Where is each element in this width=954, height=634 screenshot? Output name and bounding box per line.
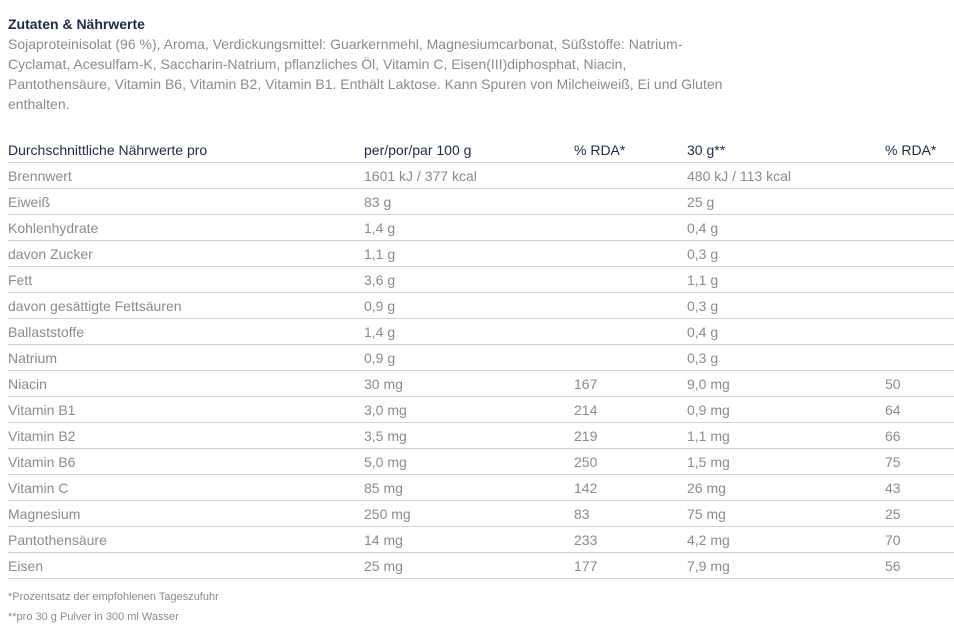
table-row <box>8 189 954 215</box>
cell-nutrient: Vitamin B1 <box>8 397 364 423</box>
cell-per-100g: 250 mg <box>364 501 574 527</box>
cell-nutrient: Magnesium <box>8 501 364 527</box>
cell-nutrient: Vitamin C <box>8 475 364 501</box>
cell-rda-serving: 75 <box>885 449 954 475</box>
cell-per-serving: 0,3 g <box>687 241 885 267</box>
cell-rda-serving <box>885 345 954 371</box>
cell-rda-serving <box>885 241 954 267</box>
table-row <box>8 345 954 371</box>
cell-nutrient: Eisen <box>8 553 364 579</box>
cell-nutrient: Vitamin B6 <box>8 449 364 475</box>
cell-per-100g: 30 mg <box>364 371 574 397</box>
cell-nutrient: Vitamin B2 <box>8 423 364 449</box>
cell-rda-100g: 250 <box>574 449 687 475</box>
cell-per-100g: 3,5 mg <box>364 423 574 449</box>
cell-per-100g: 5,0 mg <box>364 449 574 475</box>
table-row <box>8 267 954 293</box>
table-row <box>8 553 954 579</box>
cell-rda-100g <box>574 215 687 241</box>
cell-rda-serving <box>885 163 954 189</box>
table-row <box>8 241 954 267</box>
cell-rda-serving <box>885 215 954 241</box>
cell-rda-serving <box>885 189 954 215</box>
cell-per-100g: 0,9 g <box>364 345 574 371</box>
cell-rda-100g <box>574 189 687 215</box>
cell-rda-100g <box>574 267 687 293</box>
cell-per-100g: 1,1 g <box>364 241 574 267</box>
cell-rda-100g <box>574 345 687 371</box>
cell-per-serving: 0,4 g <box>687 215 885 241</box>
table-row <box>8 475 954 501</box>
cell-nutrient: Fett <box>8 267 364 293</box>
header-rda-serving: % RDA* <box>885 137 954 163</box>
cell-rda-100g: 219 <box>574 423 687 449</box>
cell-nutrient: davon gesättigte Fettsäuren <box>8 293 364 319</box>
product-info <box>8 14 948 623</box>
cell-rda-serving <box>885 319 954 345</box>
cell-rda-100g: 233 <box>574 527 687 553</box>
cell-per-serving: 7,9 mg <box>687 553 885 579</box>
cell-per-serving: 25 g <box>687 189 885 215</box>
cell-nutrient: Brennwert <box>8 163 364 189</box>
footnotes <box>8 587 219 627</box>
table-row <box>8 527 954 553</box>
cell-per-100g: 1,4 g <box>364 319 574 345</box>
header-per-serving: 30 g** <box>687 137 885 163</box>
footnote-rda: *Prozentsatz der empfohlenen Tageszufuhr <box>8 591 219 603</box>
cell-per-serving: 4,2 mg <box>687 527 885 553</box>
table-row <box>8 215 954 241</box>
header-per-100g: per/por/par 100 g <box>364 137 574 163</box>
cell-per-serving: 26 mg <box>687 475 885 501</box>
cell-nutrient: Natrium <box>8 345 364 371</box>
cell-per-100g: 1601 kJ / 377 kcal <box>364 163 574 189</box>
nutrition-header-row <box>8 137 954 163</box>
cell-rda-100g <box>574 241 687 267</box>
cell-per-serving: 1,1 mg <box>687 423 885 449</box>
cell-rda-serving: 64 <box>885 397 954 423</box>
cell-rda-100g: 83 <box>574 501 687 527</box>
cell-nutrient: Niacin <box>8 371 364 397</box>
table-row <box>8 319 954 345</box>
cell-rda-serving: 50 <box>885 371 954 397</box>
cell-per-100g: 3,6 g <box>364 267 574 293</box>
table-row <box>8 371 954 397</box>
table-row <box>8 423 954 449</box>
cell-nutrient: Ballaststoffe <box>8 319 364 345</box>
cell-rda-100g: 214 <box>574 397 687 423</box>
cell-rda-100g <box>574 319 687 345</box>
cell-per-100g: 83 g <box>364 189 574 215</box>
nutrition-rows <box>8 163 954 579</box>
table-row <box>8 163 954 189</box>
table-row <box>8 501 954 527</box>
nutrition-table <box>8 137 954 579</box>
cell-rda-100g: 167 <box>574 371 687 397</box>
ingredients-text: Sojaproteinisolat (96 %), Aroma, Verdickungsmittel: Guarkernmehl, Magnesiumcarbonat, Süßstoffe: Natrium-Cyclamat, Acesulfam-K, Saccharin-Natrium, pflanzliches Öl, Vitamin C, Eisen(III)diphosphat, Niacin, Pantothensäure, Vitamin B6, Vitamin B2, Vitamin B1. Enthält Laktose. Kann Spuren von Milcheiweiß, Ei und Gluten enthalten. <box>8 36 723 112</box>
cell-per-serving: 480 kJ / 113 kcal <box>687 163 885 189</box>
cell-per-100g: 14 mg <box>364 527 574 553</box>
header-rda-100g: % RDA* <box>574 137 687 163</box>
cell-per-serving: 0,3 g <box>687 293 885 319</box>
cell-rda-serving <box>885 267 954 293</box>
cell-per-serving: 0,9 mg <box>687 397 885 423</box>
cell-rda-serving: 70 <box>885 527 954 553</box>
cell-per-serving: 0,4 g <box>687 319 885 345</box>
cell-per-serving: 0,3 g <box>687 345 885 371</box>
cell-per-serving: 1,5 mg <box>687 449 885 475</box>
cell-nutrient: Eiweiß <box>8 189 364 215</box>
cell-per-100g: 3,0 mg <box>364 397 574 423</box>
cell-rda-100g <box>574 293 687 319</box>
cell-per-serving: 9,0 mg <box>687 371 885 397</box>
cell-per-100g: 0,9 g <box>364 293 574 319</box>
cell-nutrient: Pantothensäure <box>8 527 364 553</box>
cell-rda-serving <box>885 293 954 319</box>
cell-rda-100g: 177 <box>574 553 687 579</box>
cell-rda-serving: 43 <box>885 475 954 501</box>
table-row <box>8 449 954 475</box>
cell-nutrient: davon Zucker <box>8 241 364 267</box>
cell-rda-100g: 142 <box>574 475 687 501</box>
footnote-serving: **pro 30 g Pulver in 300 ml Wasser <box>8 611 179 623</box>
cell-nutrient: Kohlenhydrate <box>8 215 364 241</box>
cell-per-100g: 25 mg <box>364 553 574 579</box>
cell-rda-100g <box>574 163 687 189</box>
cell-per-100g: 1,4 g <box>364 215 574 241</box>
cell-rda-serving: 56 <box>885 553 954 579</box>
cell-per-serving: 1,1 g <box>687 267 885 293</box>
cell-per-100g: 85 mg <box>364 475 574 501</box>
cell-rda-serving: 66 <box>885 423 954 449</box>
table-row <box>8 293 954 319</box>
ingredients-title: Zutaten & Nährwerte <box>8 16 145 32</box>
table-row <box>8 397 954 423</box>
cell-per-serving: 75 mg <box>687 501 885 527</box>
cell-rda-serving: 25 <box>885 501 954 527</box>
header-nutrient: Durchschnittliche Nährwerte pro <box>8 137 364 163</box>
